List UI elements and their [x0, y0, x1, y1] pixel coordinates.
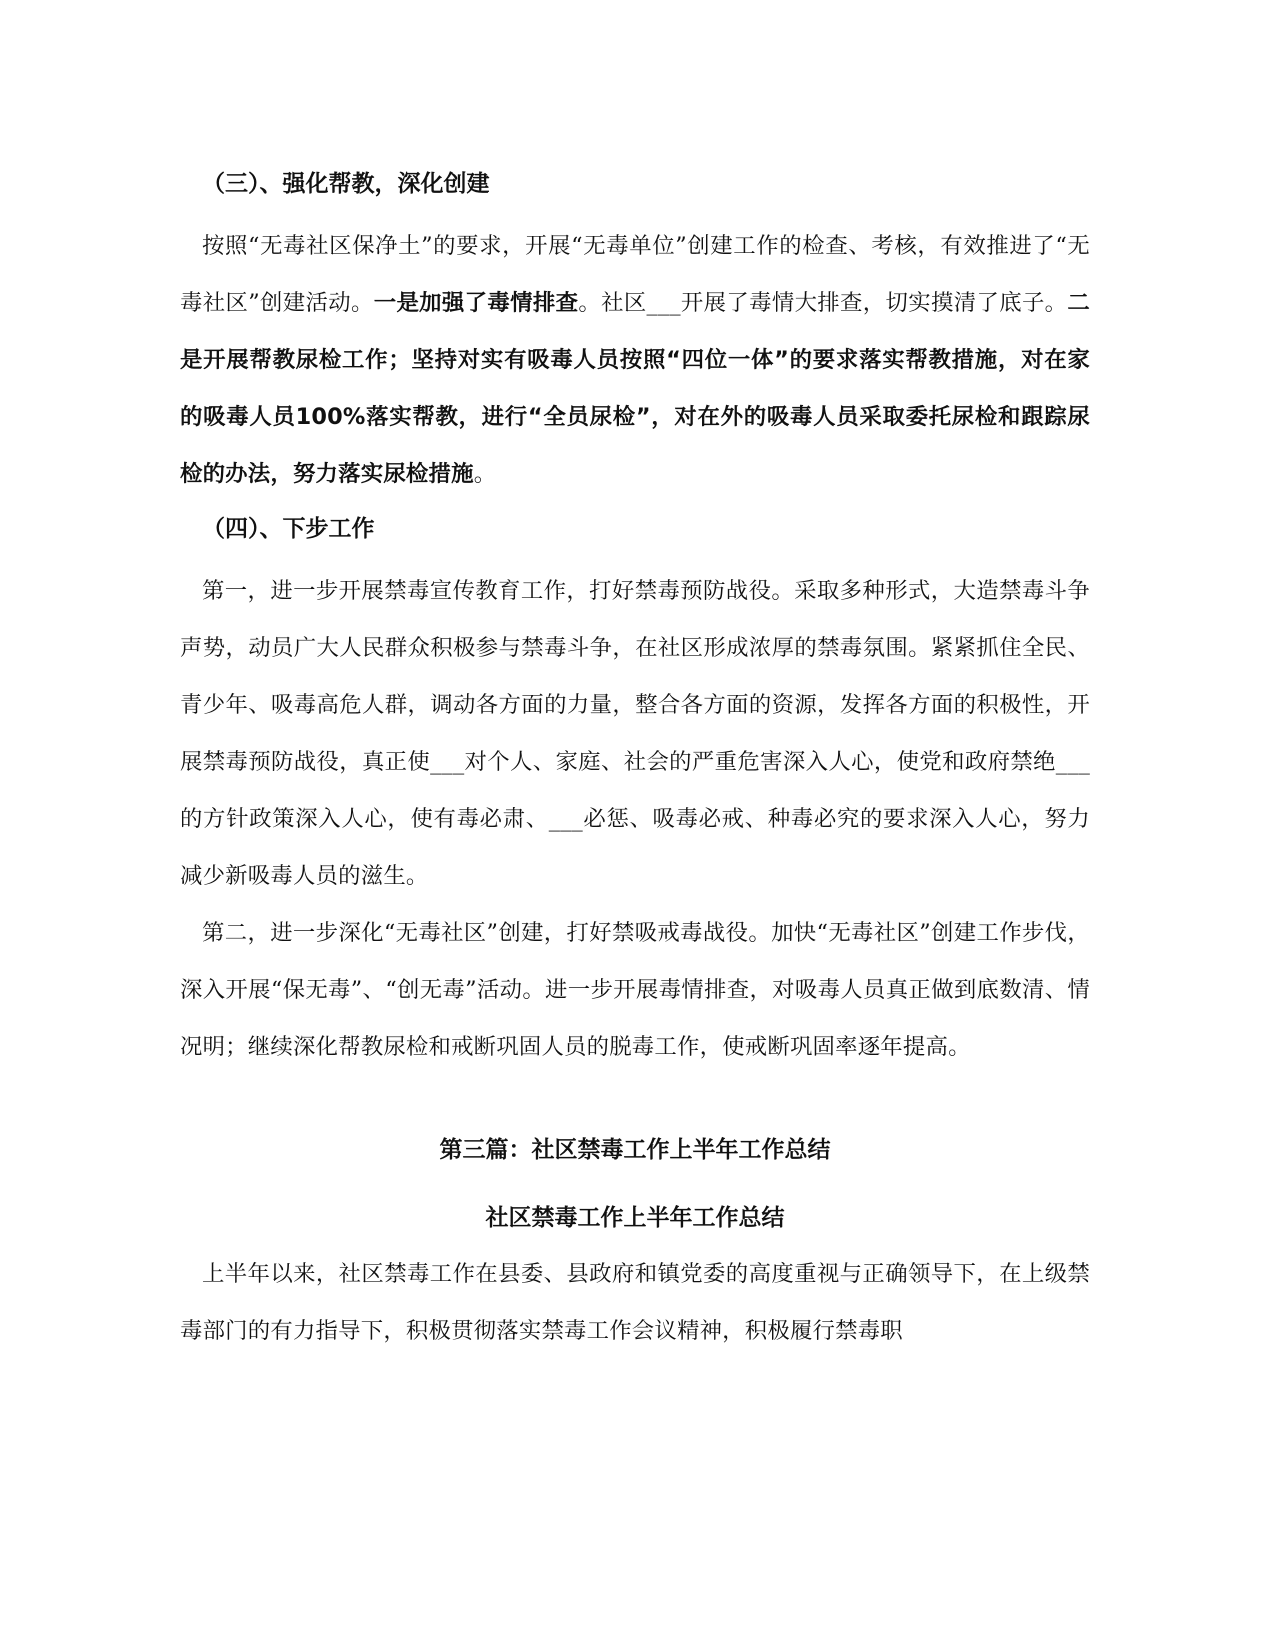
paragraph-summary-intro: 上半年以来，社区禁毒工作在县委、县政府和镇党委的高度重视与正确领导下，在上级禁毒部门的有力指导下，积极贯彻落实禁毒工作会议精神，积极履行禁毒职: [180, 1261, 1090, 1344]
heading-section-4: （四）、下步工作: [202, 516, 375, 542]
section-title: 第三篇：社区禁毒工作上半年工作总结: [439, 1137, 831, 1163]
paragraph-text: 。社区___开展了毒情大排查，切实摸清了底子。: [578, 290, 1068, 316]
bold-point-one: 一是加强了毒情排查: [373, 290, 579, 316]
paragraph-next-step-first: 第一，进一步开展禁毒宣传教育工作，打好禁毒预防战役。采取多种形式，大造禁毒斗争声势，动员广大人民群众积极参与禁毒斗争，在社区形成浓厚的禁毒氛围。紧紧抓住全民、青少年、吸毒高危人群，调动各方面的力量，整合各方面的资源，发挥各方面的积极性，开展禁毒预防战役，真正使___对个人、家庭、社会的严重危害深入人心，使党和政府禁绝___的方针政策深入人心，使有毒必肃、___必惩、吸毒必戒、种毒必究的要求深入人心，努力减少新吸毒人员的滋生。: [180, 578, 1090, 889]
paragraph-help-education: [180, 218, 1090, 503]
heading-section-3: （三）、强化帮教，深化创建: [202, 171, 490, 197]
paragraph-next-step-second: 第二，进一步深化“无毒社区”创建，打好禁吸戒毒战役。加快“无毒社区”创建工作步伐，深入开展“保无毒”、“创无毒”活动。进一步开展毒情排查，对吸毒人员真正做到底数清、情况明；继续深化帮教尿检和戒断巩固人员的脱毒工作，使戒断巩固率逐年提高。: [180, 920, 1090, 1060]
bold-point-two: 二是开展帮教尿检工作；坚持对实有吸毒人员按照“四位一体”的要求落实帮教措施，对在家的吸毒人员100%落实帮教，进行“全员尿检”，对在外的吸毒人员采取委托尿检和跟踪尿检的办法，努力落实尿检措施: [180, 290, 1091, 487]
article-title: 社区禁毒工作上半年工作总结: [485, 1205, 785, 1231]
paragraph-text: 。: [473, 461, 497, 487]
document-body: [180, 160, 1090, 1360]
paragraph-text: 按照“无毒社区保净土”的要求，开展“无毒单位”创建工作的检查、考核，有效推进了“无毒社区”创建活动。: [180, 233, 1090, 316]
